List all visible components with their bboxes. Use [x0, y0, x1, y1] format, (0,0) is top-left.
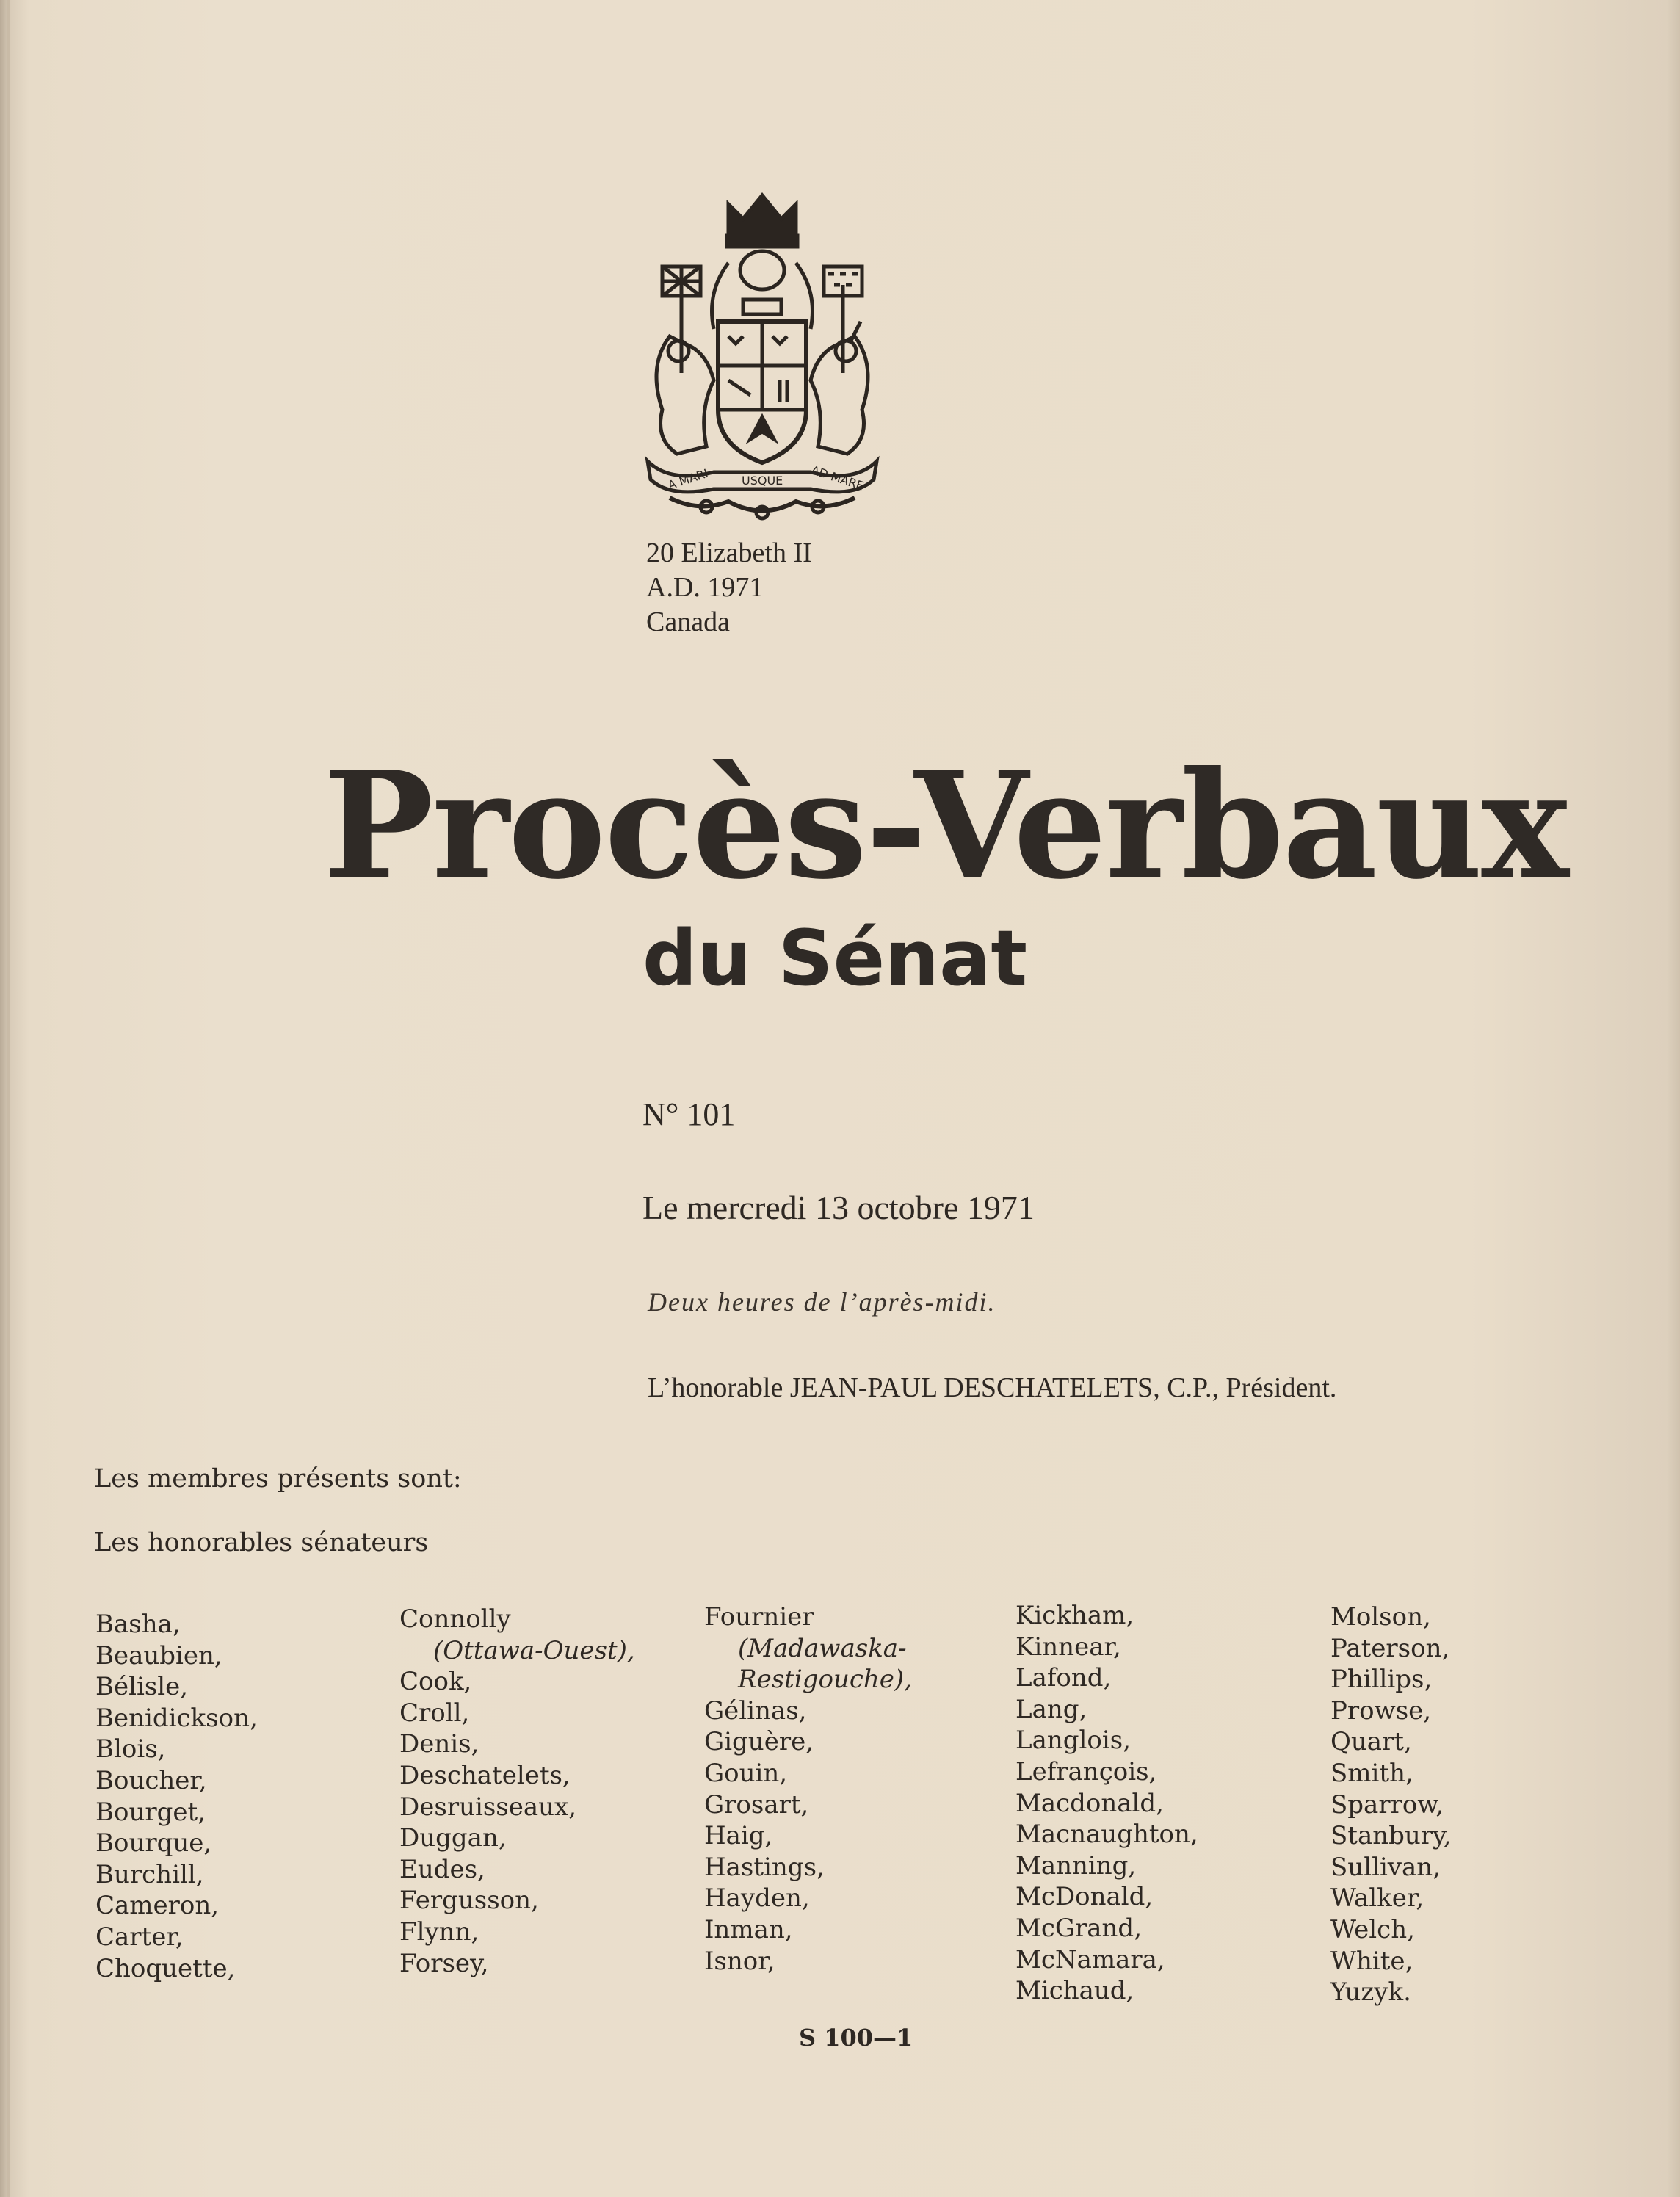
senator-name: White,	[1330, 1946, 1413, 1976]
country: Canada	[646, 607, 730, 637]
senator-name: Denis,	[399, 1729, 479, 1759]
senator-name: McDonald,	[1015, 1882, 1154, 1912]
senator-name: Kinnear,	[1015, 1632, 1121, 1662]
senator-name: Beaubien,	[95, 1640, 222, 1671]
senator-name: Manning,	[1015, 1850, 1137, 1881]
senator-name: Langlois,	[1015, 1726, 1131, 1756]
senator-name: Sullivan,	[1330, 1852, 1441, 1882]
senator-name: Quart,	[1330, 1727, 1412, 1757]
president-line: L’honorable JEAN-PAUL DESCHATELETS, C.P., Président.	[648, 1372, 1337, 1403]
senator-name: Stanbury,	[1330, 1821, 1452, 1851]
senator-name: Paterson,	[1330, 1633, 1450, 1663]
senator-name: Desruisseaux,	[399, 1792, 577, 1822]
senator-name: Welch,	[1330, 1914, 1415, 1944]
regnal-year: 20 Elizabeth II	[646, 538, 812, 568]
senator-name: Blois,	[95, 1734, 166, 1765]
senator-name: Prowse,	[1330, 1695, 1432, 1726]
senator-name: Gouin,	[704, 1758, 788, 1788]
issue-number: N° 101	[642, 1096, 736, 1132]
senator-name: Benidickson,	[95, 1703, 258, 1733]
senator-name: Lefrançois,	[1015, 1756, 1157, 1787]
senators-intro: Les honorables sénateurs	[94, 1528, 429, 1557]
year: A.D. 1971	[646, 572, 764, 603]
senator-name: Smith,	[1330, 1758, 1413, 1788]
senator-name: McNamara,	[1015, 1944, 1165, 1975]
senator-name: Bélisle,	[95, 1672, 189, 1702]
senator-name: Molson,	[1330, 1602, 1431, 1632]
senator-name: Michaud,	[1015, 1976, 1134, 2006]
senator-name: Bourget,	[95, 1797, 206, 1827]
senator-name: Burchill,	[95, 1859, 204, 1889]
senator-riding: (Ottawa-Ouest),	[433, 1635, 635, 1665]
senator-name: McGrand,	[1015, 1913, 1143, 1943]
senator-name: Boucher,	[95, 1765, 207, 1795]
senator-name: Grosart,	[704, 1789, 809, 1820]
senator-column-2	[399, 1604, 635, 1979]
page-footer: S 100—1	[799, 2024, 913, 2052]
senator-name: Cook,	[399, 1667, 472, 1697]
senator-name: Flynn,	[399, 1917, 479, 1947]
senator-name: Basha,	[95, 1610, 181, 1639]
senator-name: Duggan,	[399, 1823, 507, 1853]
senator-name: Eudes,	[399, 1854, 485, 1884]
binding-edge	[7, 0, 10, 2197]
senator-name: Croll,	[399, 1698, 470, 1728]
senator-column-3	[704, 1601, 912, 1977]
sitting-date: Le mercredi 13 octobre 1971	[642, 1189, 1035, 1226]
senator-name: Cameron,	[95, 1891, 220, 1921]
senator-name: Forsey,	[399, 1948, 489, 1978]
svg-text:A MARI: A MARI	[666, 466, 710, 493]
senator-name: Hastings,	[704, 1852, 825, 1882]
senator-name: Choquette,	[95, 1953, 236, 1983]
senator-name: Sparrow,	[1330, 1789, 1444, 1820]
senator-name: Carter,	[95, 1922, 184, 1952]
sitting-time: Deux heures de l’après-midi.	[648, 1287, 996, 1317]
senator-column-1	[95, 1609, 258, 1984]
page-subtitle: du Sénat	[642, 913, 1028, 1003]
senator-name: Yuzyk.	[1330, 1977, 1411, 2008]
senator-name: Phillips,	[1330, 1665, 1433, 1695]
senator-name: Kickham,	[1015, 1601, 1134, 1630]
senator-column-5	[1330, 1601, 1452, 2008]
senator-name: Bourque,	[95, 1828, 212, 1858]
senator-name: Fournier	[704, 1602, 814, 1632]
page-title: Procès-Verbaux	[323, 739, 1568, 912]
senator-name: Deschatelets,	[399, 1760, 571, 1790]
senator-name: Hayden,	[704, 1883, 810, 1914]
senator-name: Isnor,	[704, 1946, 775, 1976]
senator-name: Haig,	[704, 1821, 773, 1851]
senator-name: Connolly	[399, 1604, 511, 1634]
senator-name: Lafond,	[1015, 1663, 1112, 1693]
senator-name: Gélinas,	[704, 1695, 807, 1726]
senator-name: Walker,	[1330, 1883, 1424, 1914]
members-intro: Les membres présents sont:	[94, 1464, 462, 1494]
senator-name: Lang,	[1015, 1694, 1087, 1724]
senator-name: Giguère,	[704, 1727, 814, 1757]
senator-name: Macnaughton,	[1015, 1820, 1198, 1850]
senator-name: Inman,	[704, 1914, 793, 1944]
senator-riding: Restigouche),	[738, 1665, 912, 1695]
regnal-block	[646, 536, 812, 640]
senator-name: Macdonald,	[1015, 1788, 1164, 1818]
svg-text:USQUE: USQUE	[742, 474, 783, 488]
svg-text:AD MARE: AD MARE	[809, 463, 866, 493]
senator-riding: (Madawaska-	[738, 1633, 907, 1663]
senator-column-4	[1015, 1600, 1198, 2007]
coat-of-arms-icon	[640, 189, 884, 527]
senator-name: Fergusson,	[399, 1886, 539, 1916]
